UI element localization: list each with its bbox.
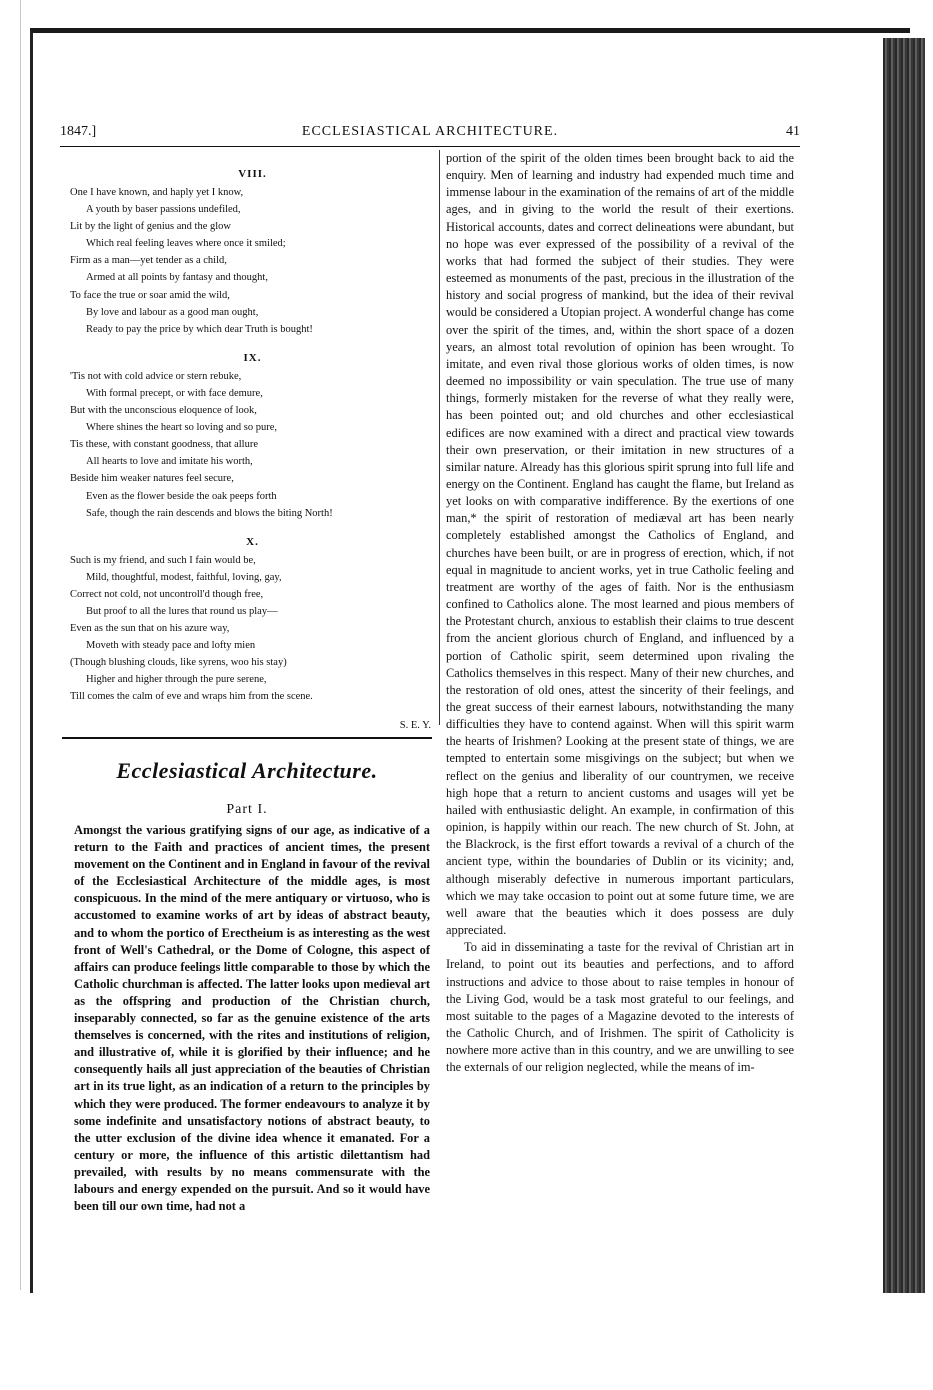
- poem-line: Armed at all points by fantasy and thought,: [86, 272, 268, 284]
- stanza-ix: [70, 352, 435, 522]
- poem-line: Such is my friend, and such I fain would be,: [70, 554, 256, 566]
- poem-line: By love and labour as a good man ought,: [86, 306, 259, 318]
- stanza-x: [70, 536, 435, 706]
- article-paragraph: To aid in disseminating a taste for the revival of Christian art in Ireland, to point out its beauties and perfections, and to afford instructions and advice to those about to raise temples in honour of the Living God, would be a task most grateful to our feelings, and most suitable to the pages of a Magazine devoted to the interests of the Catholic Church, and of Irishmen. The spirit of Catholicity is nowhere more active than in this country, and we are unwilling to see the externals of our religion neglected, while the means of im-: [446, 940, 794, 1075]
- poem-line: Beside him weaker natures feel secure,: [70, 473, 234, 485]
- article-left-column: Amongst the various gratifying signs of our age, as indicative of a return to the Faith and practices of ancient times, the present movement on the Continent and in England in favour of the revival of the Ecclesiastical Architecture of the middle ages, is most conspicuous. In the mind of the mere antiquary or virtuoso, who is accustomed to examine works of art by ideas of abstract beauty, and to whom the portico of Erectheium is as interesting as the west front of Well's Cathedral, or the Dome of Cologne, this aspect of affairs can produce feelings little comparable to those by which the Catholic churchman is affected. The latter looks upon medieval art as the offspring and production of the Christian church, inseparably connected, so far as the genuine existence of the arts themselves is concerned, with the rites and institutions of religion, and illustrative of, while it is glorified by their influence; and he consequently hails all just appreciation of the beauties of Christian art in its true light, as an indication of a return to the principles by which they were produced. The former endeavours to analyze it by some indefinite and unsatisfactory notions of abstract beauty, to the utter exclusion of the divine idea whence it emanated. For a century or more, the influence of this artistic dilettantism had prevailed, with results by no means commensurate with the labours and energy expended on the pursuit. And so it would have been till our own time, had not a: [74, 823, 430, 1214]
- poem-line: Lit by the light of genius and the glow: [70, 221, 231, 233]
- poem-line: But proof to all the lures that round us play—: [86, 605, 278, 617]
- poem-line: Tis these, with constant goodness, that allure: [70, 439, 259, 451]
- poem-line: Safe, though the rain descends and blows the biting North!: [86, 507, 333, 519]
- header-year: 1847.]: [60, 124, 97, 139]
- poem-line: To face the true or soar amid the wild,: [70, 289, 230, 301]
- stanza-viii: [70, 168, 435, 338]
- column-divider: [439, 150, 440, 725]
- poem-line: Till comes the calm of eve and wraps him from the scene.: [70, 691, 313, 703]
- poem-line: Moveth with steady pace and lofty mien: [86, 640, 256, 652]
- poem-line: All hearts to love and imitate his worth,: [86, 456, 253, 468]
- bottom-margin: [0, 1295, 933, 1390]
- running-header: [60, 122, 800, 147]
- article-part: Part I.: [226, 802, 268, 817]
- poem: [70, 160, 435, 731]
- poem-line: Even as the sun that on his azure way,: [70, 623, 230, 635]
- header-page-number: 41: [786, 124, 800, 139]
- section-divider: [62, 737, 432, 739]
- poem-signature: S. E. Y.: [399, 719, 431, 731]
- stanza-number: VIII.: [238, 168, 267, 180]
- header-running-title: ECCLESIASTICAL ARCHITECTURE.: [301, 124, 559, 139]
- article-paragraph: portion of the spirit of the olden times been brought back to aid the enquiry. Men of learning and industry had expended much time and immense labour in the examination of the remains of art of the middle ages, and in giving to the world the result of their exertions. Historical accounts, dates and correct delineations were abundant, but no hope was ever expressed of the possibility of a revival of the works that had formed the subject of their studies. They were esteemed as monuments of the past, precious in the illustration of the history and social progress of mankind, but the idea of their revival would be considered a Utopian project. A wonderful change has come over the spirit of the times, and, within the short space of a dozen years, an almost total revolution of opinion has been wrought. To imitate, and even rival those glorious works of olden times, is now deemed no impossibility or vain speculation. The true use of many things, formerly mistaken for the reverse of what they really were, has been pointed out; and old churches and other ecclesiastical edifices are now examined with a direct and practical view towards their own preservation, or their imitation in new structures of a similar nature. Already has this glorious spirit sprung into full life and energy on the Continent. England has caught the flame, but Ireland as yet looks on with comparative indifference. By the exertions of one man,* the spirit of restoration of mediæval art has been nearly completely established amongst the Catholics of England, and churches have been built, or are in progress of erection, which, if not equal in magnitude to ancient works, yet in true Catholic feeling and treatment are worthy of the ages of faith. Nor is the enthusiasm confined to Catholics alone. The most learned and pious members of the Protestant church, anxious to establish their claims to true descent from the ancient glorious church of England, and influenced by a portion of Catholic spirit, seem determined upon rivaling the Catholics themselves in this respect. Many of their new churches, and the restoration of old ones, attest the sincerity of their feelings, and the great success of their earnest labours, notwithstanding the many difficulties they have to contend against. When will this spirit warm the hearts of Irishmen? Looking at the present state of things, we are tempted to entertain some misgivings on the subject; but when we reflect on the genius and liberality of our countrymen, we receive high hope that a return to ancient customs and usages will yet be hailed with enthusiastic delight. An example, in confirmation of this opinion, is happily within our reach. The new church of St. John, at the Blackrock, is the first effort towards a revival of a church of the ancient type, within the boundaries of Dublin or its vicinity; and, although miserably defective in numerous important particulars, which we may take occasion to point out at some future time, we are well aware that the beauties which it does possess are duly appreciated.: [446, 151, 794, 938]
- poem-line: (Though blushing clouds, like syrens, woo his stay): [70, 657, 287, 669]
- poem-line: Firm as a man—yet tender as a child,: [70, 255, 227, 267]
- poem-line: Even as the flower beside the oak peeps forth: [86, 490, 277, 502]
- stanza-number: X.: [246, 535, 259, 548]
- poem-line: 'Tis not with cold advice or stern rebuke,: [70, 370, 242, 382]
- page-binding-edge: [883, 38, 925, 1293]
- adjacent-page-edge: [0, 0, 21, 1290]
- article-right-column: [446, 150, 794, 1076]
- poem-line: Mild, thoughtful, modest, faithful, loving, gay,: [86, 571, 282, 583]
- poem-line: But with the unconscious eloquence of look,: [70, 405, 257, 417]
- poem-line: With formal precept, or with face demure,: [86, 387, 263, 399]
- poem-line: Which real feeling leaves where once it smiled;: [86, 238, 286, 250]
- poem-line: Higher and higher through the pure serene,: [86, 674, 267, 686]
- poem-line: Where shines the heart so loving and so pure,: [86, 422, 277, 434]
- poem-line: One I have known, and haply yet I know,: [70, 187, 244, 198]
- article-title: Ecclesiastical Architecture.: [116, 758, 378, 783]
- poem-line: A youth by baser passions undefiled,: [86, 204, 241, 216]
- poem-line: Correct not cold, not uncontroll'd though free,: [70, 588, 264, 600]
- stanza-number: IX.: [243, 351, 262, 364]
- poem-line: Ready to pay the price by which dear Truth is bought!: [86, 323, 313, 335]
